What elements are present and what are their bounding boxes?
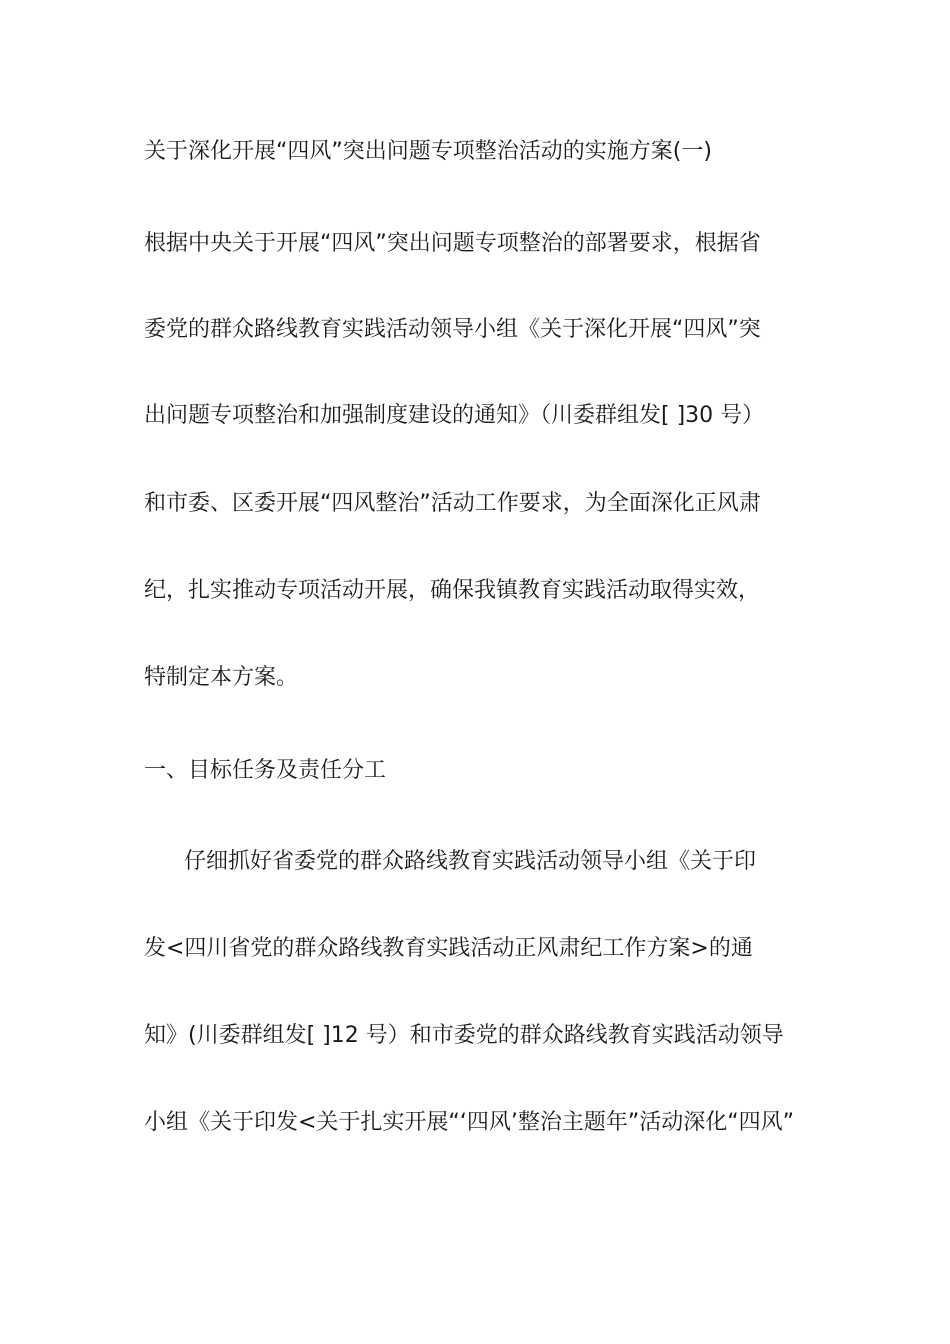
section-heading: 一、目标任务及责任分工 — [144, 758, 387, 783]
document-title: 关于深化开展“四风”突出问题专项整治活动的实施方案(一) — [144, 139, 712, 164]
section-line-1: 仔细抓好省委党的群众路线教育实践活动领导小组《关于印 — [184, 849, 757, 874]
intro-line-2: 委党的群众路线教育实践活动领导小组《关于深化开展“四风”突 — [144, 317, 761, 342]
intro-line-1: 根据中央关于开展“四风”突出问题专项整治的部署要求，根据省 — [144, 231, 761, 256]
intro-line-5: 纪，扎实推动专项活动开展，确保我镇教育实践活动取得实效， — [144, 578, 761, 603]
section-line-2: 发<四川省党的群众路线教育实践活动正风肃纪工作方案>的通 — [144, 936, 753, 961]
intro-line-6: 特制定本方案。 — [144, 665, 299, 690]
section-line-4: 小组《关于印发<关于扎实开展“‘四风’整治主题年”活动深化“四风” — [144, 1110, 795, 1135]
intro-line-3: 出问题专项整治和加强制度建设的通知》（川委群组发[ ]30 号） — [144, 403, 765, 428]
intro-line-4: 和市委、区委开展“四风整治”活动工作要求，为全面深化正风肃 — [144, 491, 761, 516]
section-line-3: 知》(川委群组发[ ]12 号）和市委党的群众路线教育实践活动领导 — [144, 1023, 784, 1048]
